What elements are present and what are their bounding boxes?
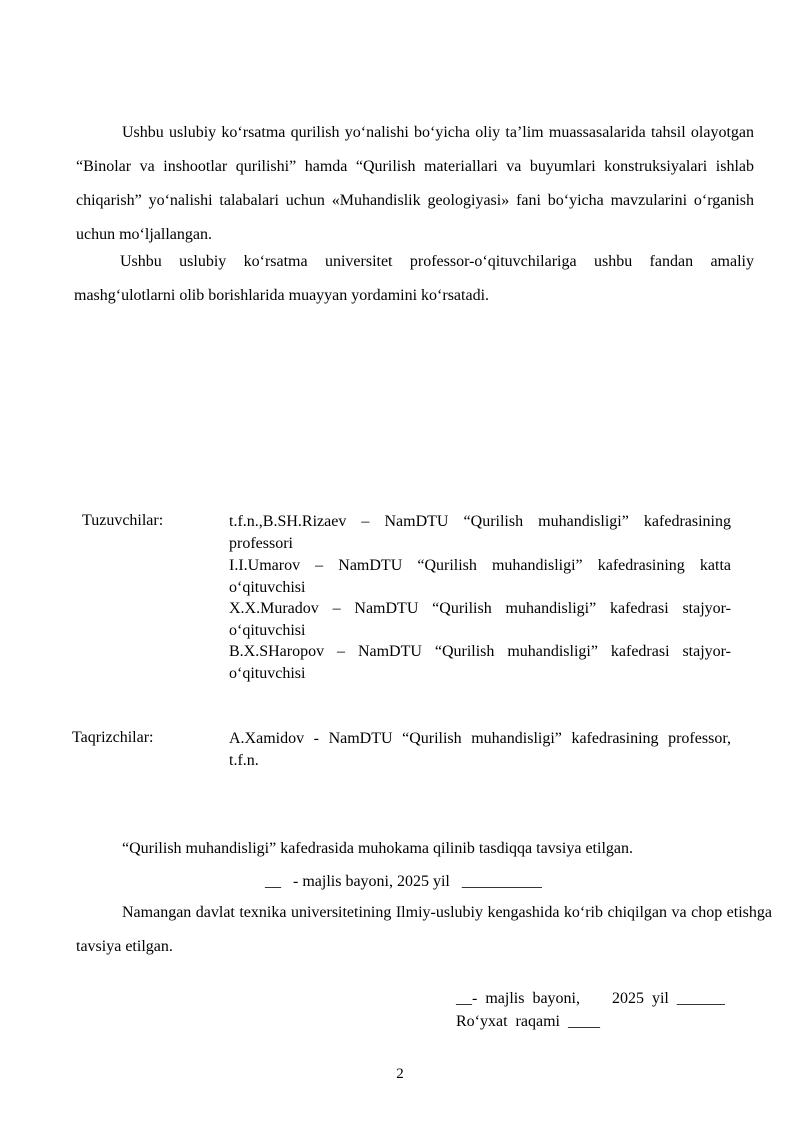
author-entry: X.X.Muradov – NamDTU “Qurilish muhandisligi” kafedrasi stajyor-o‘qituvchisi bbox=[229, 600, 731, 639]
author-entry: B.X.SHaropov – NamDTU “Qurilish muhandisligi” kafedrasi stajyor-o‘qituvchisi bbox=[229, 643, 731, 682]
author-entry: t.f.n.,B.SH.Rizaev – NamDTU “Qurilish muhandisligi” kafedrasining professori bbox=[229, 513, 731, 552]
reviewer-entry: A.Xamidov - NamDTU “Qurilish muhandisligi” kafedrasining professor, t.f.n. bbox=[229, 730, 731, 769]
approval-line: “Qurilish muhandisligi” kafedrasida muhokama qilinib tasdiqqa tavsiya etilgan. bbox=[122, 840, 633, 857]
intro-paragraph-1: Ushbu uslubiy ko‘rsatma qurilish yo‘nalishi bo‘yicha oliy ta’lim muassasalarida tahsil olayotgan “Binolar va inshootlar qurilishi” hamda “Qurilish materiallari va buyumlari konstruksiyalari ishlab chiqarish” yo‘nalishi talabalari uchun «Muhandislik geologiyasi» fani bo‘yicha mavzularini o‘rganish uchun mo‘ljallangan. bbox=[76, 124, 754, 243]
page-number: 2 bbox=[396, 1066, 404, 1082]
authors-label: Tuzuvchilar: bbox=[82, 512, 164, 529]
reviewers-label: Taqrizchilar: bbox=[72, 729, 154, 746]
registration-number-line: Ro‘yxat raqami ____ bbox=[456, 1013, 600, 1030]
protocol-date-blank: __________ bbox=[461, 873, 542, 890]
council-paragraph: Namangan davlat texnika universitetining Ilmiy-uslubiy kengashida ko‘rib chiqilgan va chop etishga tavsiya etilgan. bbox=[76, 904, 772, 955]
protocol-line bbox=[265, 873, 542, 891]
author-entry: I.I.Umarov – NamDTU “Qurilish muhandisligi” kafedrasining katta o‘qituvchisi bbox=[229, 557, 731, 596]
council-protocol-line: __- majlis bayoni, 2025 yil ______ bbox=[456, 990, 725, 1007]
protocol-number-blank: __ bbox=[265, 873, 281, 890]
intro-paragraph-2: Ushbu uslubiy ko‘rsatma universitet professor-o‘qituvchilariga ushbu fandan amaliy mashg‘ulotlarni olib borishlarida muayyan yordamini ko‘rsatadi. bbox=[74, 253, 754, 304]
protocol-text: - majlis bayoni, 2025 yil bbox=[293, 873, 450, 890]
